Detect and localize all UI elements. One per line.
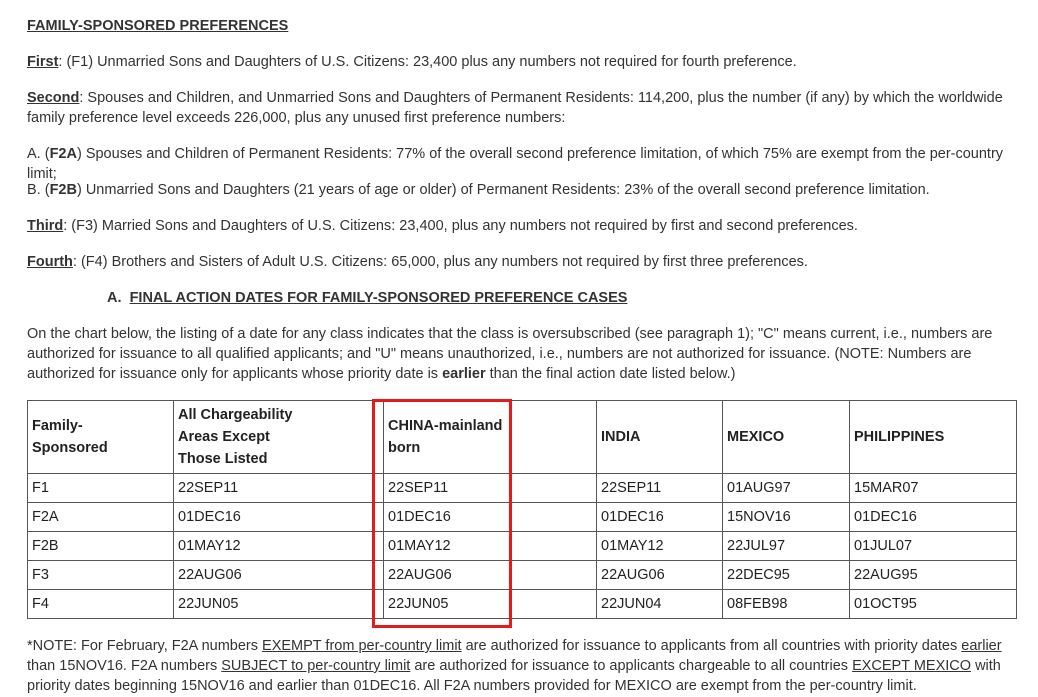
table-row bbox=[28, 590, 1017, 619]
second-a-code: F2A bbox=[49, 146, 77, 162]
note-text: *NOTE: For February, F2A numbers bbox=[27, 638, 263, 654]
table-cell: 01AUG97 bbox=[723, 474, 850, 503]
table-cell: 22AUG95 bbox=[850, 561, 1017, 590]
header-china: CHINA-mainland born bbox=[384, 401, 597, 474]
third-text: : (F3) Married Sons and Daughters of U.S. Citizens: 23,400, plus any numbers not required by first and second preferences. bbox=[63, 218, 858, 234]
first-text: : (F1) Unmarried Sons and Daughters of U.S. Citizens: 23,400 plus any numbers not required for fourth preference. bbox=[58, 54, 797, 70]
header-mexico: MEXICO bbox=[723, 401, 850, 474]
note-text: are authorized for issuance to applicants chargeable to all countries bbox=[410, 658, 853, 674]
third-preference bbox=[27, 216, 1017, 236]
table-cell: 08FEB98 bbox=[723, 590, 850, 619]
table-cell: F1 bbox=[28, 474, 174, 503]
table-cell: 22AUG06 bbox=[384, 561, 597, 590]
note-earlier-link[interactable]: earlier bbox=[961, 638, 1002, 654]
table-cell: 01DEC16 bbox=[384, 503, 597, 532]
table-cell: 22AUG06 bbox=[597, 561, 723, 590]
intro-paragraph bbox=[27, 324, 1017, 384]
second-a-prefix: A. ( bbox=[27, 146, 50, 162]
second-preference bbox=[27, 88, 1017, 128]
table-row bbox=[28, 474, 1017, 503]
first-label: First bbox=[27, 54, 59, 70]
table-cell: F2B bbox=[28, 532, 174, 561]
table-cell: 22SEP11 bbox=[384, 474, 597, 503]
table-row bbox=[28, 532, 1017, 561]
note-text: with priority dates beginning 15NOV16 and earlier than 01DEC16. All F2A numbers provided for MEXICO are exempt from the per-country limit. bbox=[27, 658, 1001, 694]
second-label: Second bbox=[27, 90, 80, 106]
second-preference-b bbox=[27, 180, 1017, 200]
third-label: Third bbox=[27, 218, 64, 234]
note-text: than 15NOV16. F2A numbers bbox=[27, 658, 222, 674]
february-note bbox=[27, 636, 1017, 696]
second-b-prefix: B. ( bbox=[27, 182, 50, 198]
section-a-prefix: A. bbox=[107, 290, 130, 306]
intro-bold: earlier bbox=[442, 366, 486, 382]
table-cell: 22JUN05 bbox=[174, 590, 384, 619]
fourth-preference bbox=[27, 252, 1017, 272]
table-cell: 01OCT95 bbox=[850, 590, 1017, 619]
fourth-label: Fourth bbox=[27, 254, 73, 270]
table-cell: 22JUL97 bbox=[723, 532, 850, 561]
second-a-text: ) Spouses and Children of Permanent Residents: 77% of the overall second preference limitation, of which 75% are exempt from the per-country limit; bbox=[27, 146, 1004, 182]
table-cell: 01MAY12 bbox=[174, 532, 384, 561]
table-row bbox=[28, 503, 1017, 532]
second-preference-a bbox=[27, 144, 1017, 184]
table-cell: F2A bbox=[28, 503, 174, 532]
table-cell: 22JUN04 bbox=[597, 590, 723, 619]
page-heading: FAMILY-SPONSORED PREFERENCES bbox=[27, 18, 289, 34]
header-family-sponsored: Family- Sponsored bbox=[28, 401, 174, 474]
final-action-dates-table bbox=[27, 400, 1017, 619]
table-cell: 01DEC16 bbox=[850, 503, 1017, 532]
second-b-code: F2B bbox=[49, 182, 77, 198]
note-exempt-link[interactable]: EXEMPT from per-country limit bbox=[262, 638, 462, 654]
section-a-heading bbox=[107, 288, 627, 308]
intro-text-2: than the final action date listed below.) bbox=[485, 366, 736, 382]
note-subject-link[interactable]: SUBJECT to per-country limit bbox=[221, 658, 411, 674]
intro-text-1: On the chart below, the listing of a date for any class indicates that the class is oversubscribed (see paragraph 1); "C" means current, i.e., numbers are authorized for issuance to all qualified applicants; and "U" means unauthorized, i.e., numbers are not authorized for issuance. (NOTE: Numbers are authorized for issuance only for applicants whose priority date is bbox=[27, 326, 993, 382]
table-cell: F4 bbox=[28, 590, 174, 619]
section-a-title: FINAL ACTION DATES FOR FAMILY-SPONSORED PREFERENCE CASES bbox=[129, 290, 628, 306]
table-row bbox=[28, 561, 1017, 590]
fourth-text: : (F4) Brothers and Sisters of Adult U.S. Citizens: 65,000, plus any numbers not required by first three preferences. bbox=[72, 254, 808, 270]
header-all-chargeability: All Chargeability Areas Except Those Listed bbox=[174, 401, 384, 474]
table-cell: 01JUL07 bbox=[850, 532, 1017, 561]
table-cell: 01DEC16 bbox=[597, 503, 723, 532]
table-cell: 15NOV16 bbox=[723, 503, 850, 532]
table-cell: 22AUG06 bbox=[174, 561, 384, 590]
table-cell: 22JUN05 bbox=[384, 590, 597, 619]
table-cell: 22DEC95 bbox=[723, 561, 850, 590]
table-cell: 15MAR07 bbox=[850, 474, 1017, 503]
table-header-row bbox=[28, 401, 1017, 474]
second-b-text: ) Unmarried Sons and Daughters (21 years of age or older) of Permanent Residents: 23% of the overall second preference limitation. bbox=[76, 182, 930, 198]
second-text: : Spouses and Children, and Unmarried Sons and Daughters of Permanent Residents: 114,200, plus the number (if any) by which the worldwide family preference level exceeds 226,000, plus any unused first preference numbers: bbox=[27, 90, 1003, 126]
note-text: are authorized for issuance to applicants from all countries with priority dates bbox=[461, 638, 962, 654]
note-except-mexico-link[interactable]: EXCEPT MEXICO bbox=[852, 658, 972, 674]
table-cell: 01MAY12 bbox=[384, 532, 597, 561]
first-preference bbox=[27, 52, 1017, 72]
table-cell: 01MAY12 bbox=[597, 532, 723, 561]
table-cell: 22SEP11 bbox=[597, 474, 723, 503]
table-cell: F3 bbox=[28, 561, 174, 590]
header-philippines: PHILIPPINES bbox=[850, 401, 1017, 474]
table-cell: 22SEP11 bbox=[174, 474, 384, 503]
header-india: INDIA bbox=[597, 401, 723, 474]
table-cell: 01DEC16 bbox=[174, 503, 384, 532]
